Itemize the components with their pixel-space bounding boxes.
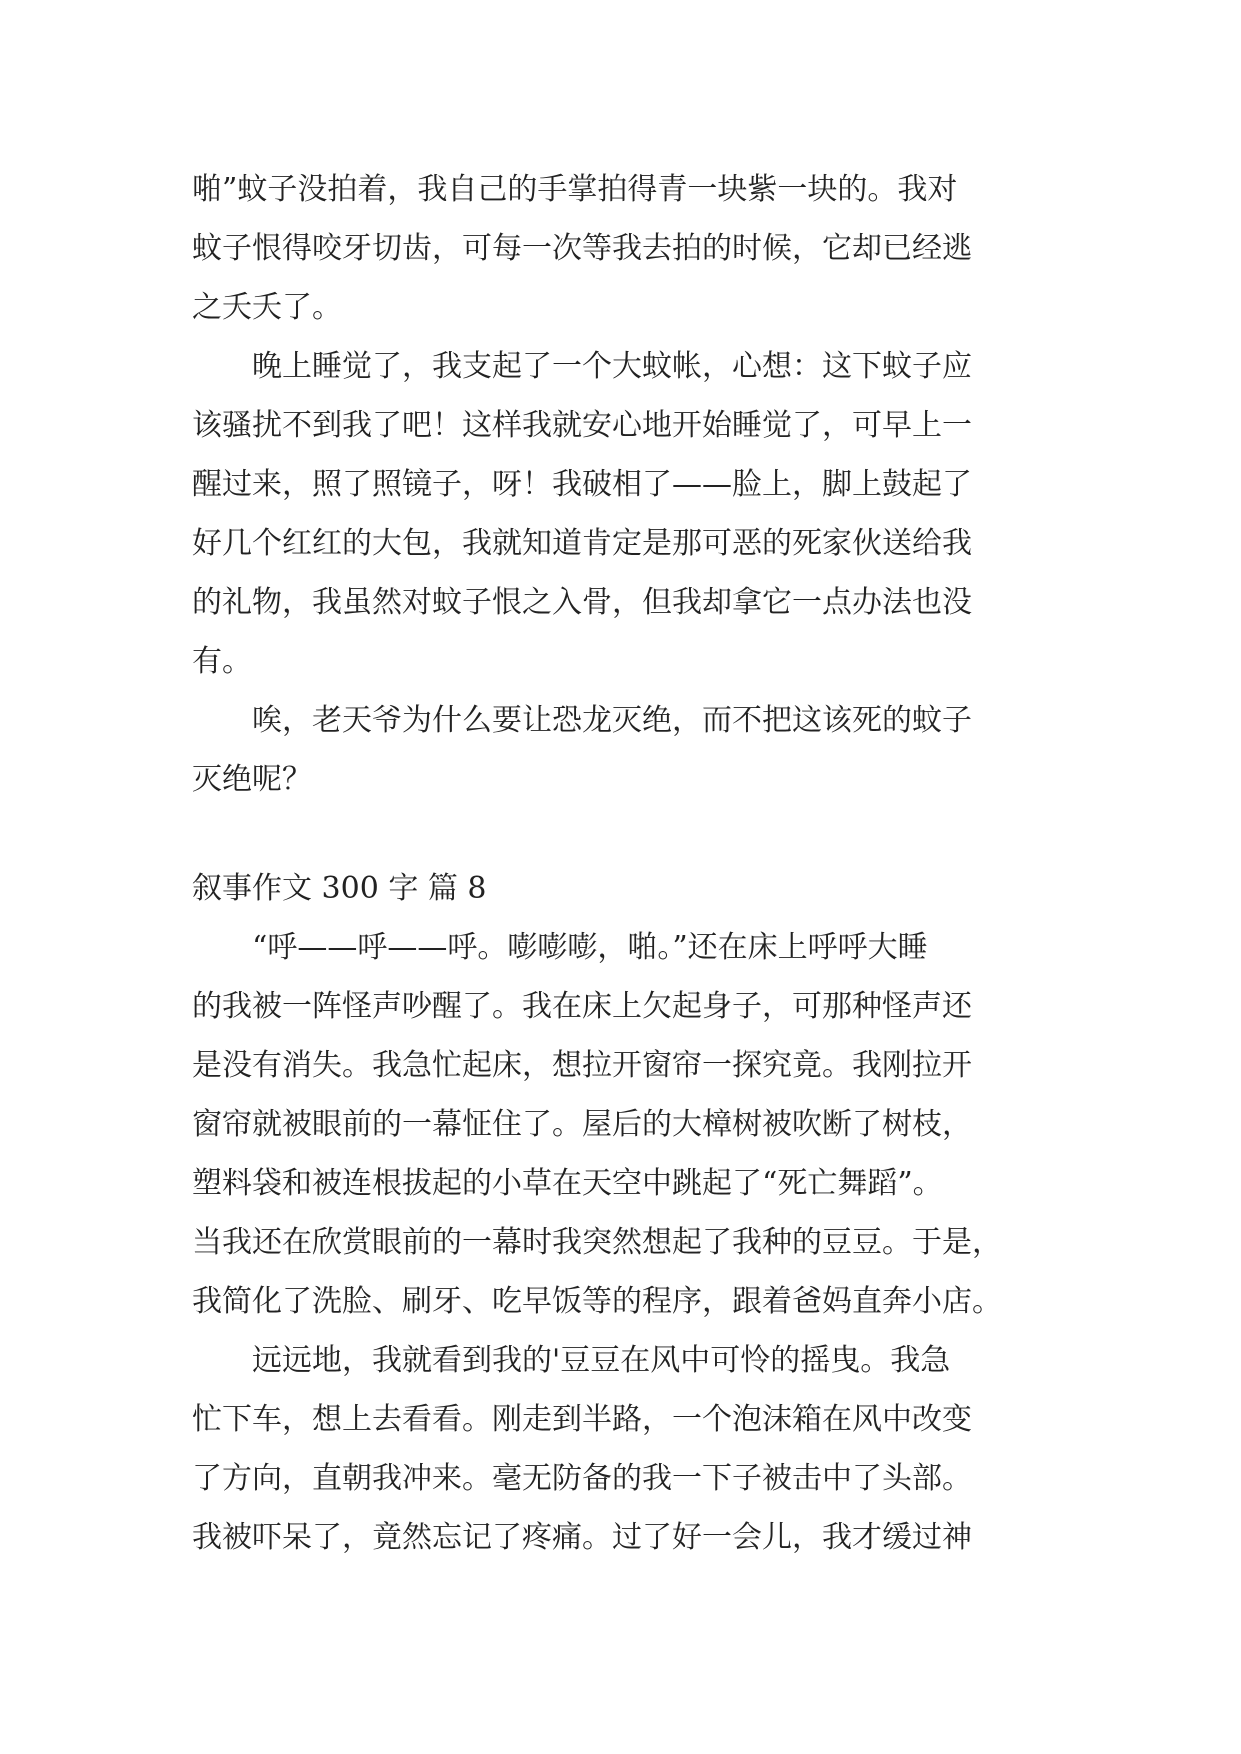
paragraph-line: 我简化了洗脸、刷牙、吃早饭等的程序，跟着爸妈直奔小店。 [192, 1284, 1002, 1319]
paragraph-line: 的礼物，我虽然对蚊子恨之入骨，但我却拿它一点办法也没 [192, 585, 972, 620]
paragraph-line: 忙下车，想上去看看。刚走到半路，一个泡沫箱在风中改变 [192, 1402, 972, 1437]
paragraph-line: 我被吓呆了，竟然忘记了疼痛。过了好一会儿，我才缓过神 [192, 1520, 972, 1555]
paragraph-line: 好几个红红的大包，我就知道肯定是那可恶的死家伙送给我 [192, 526, 972, 561]
paragraph-line: 了方向，直朝我冲来。毫无防备的我一下子被击中了头部。 [192, 1461, 972, 1496]
paragraph-line: 窗帘就被眼前的一幕怔住了。屋后的大樟树被吹断了树枝， [192, 1107, 972, 1142]
paragraph-line: 当我还在欣赏眼前的一幕时我突然想起了我种的豆豆。于是， [192, 1225, 1002, 1260]
paragraph-line: 的我被一阵怪声吵醒了。我在床上欠起身子，可那种怪声还 [192, 989, 972, 1024]
paragraph-line: “呼——呼——呼。嘭嘭嘭，啪。”还在床上呼呼大睡 [252, 930, 928, 965]
paragraph-line: 远远地，我就看到我的'豆豆在风中可怜的摇曳。我急 [252, 1343, 951, 1378]
paragraph-line: 灭绝呢？ [192, 762, 312, 797]
paragraph-line: 是没有消失。我急忙起床，想拉开窗帘一探究竟。我刚拉开 [192, 1048, 972, 1083]
paragraph-line: 之夭夭了。 [192, 290, 342, 325]
section-heading: 叙事作文 300 字 篇 8 [192, 871, 487, 906]
paragraph-line: 晚上睡觉了，我支起了一个大蚊帐，心想：这下蚊子应 [252, 349, 972, 384]
paragraph-line: 醒过来，照了照镜子，呀！我破相了——脸上，脚上鼓起了 [192, 467, 972, 502]
paragraph-line: 啪”蚊子没拍着，我自己的手掌拍得青一块紫一块的。我对 [192, 172, 958, 207]
paragraph-line: 该骚扰不到我了吧！这样我就安心地开始睡觉了，可早上一 [192, 408, 972, 443]
paragraph-line: 唉，老天爷为什么要让恐龙灭绝，而不把这该死的蚊子 [252, 703, 972, 738]
paragraph-line: 蚊子恨得咬牙切齿，可每一次等我去拍的时候，它却已经逃 [192, 231, 972, 266]
paragraph-line: 塑料袋和被连根拔起的小草在天空中跳起了“死亡舞蹈”。 [192, 1166, 943, 1201]
section-gap [192, 809, 1052, 859]
paragraph-line: 有。 [192, 644, 252, 679]
document-body [192, 160, 1052, 1567]
